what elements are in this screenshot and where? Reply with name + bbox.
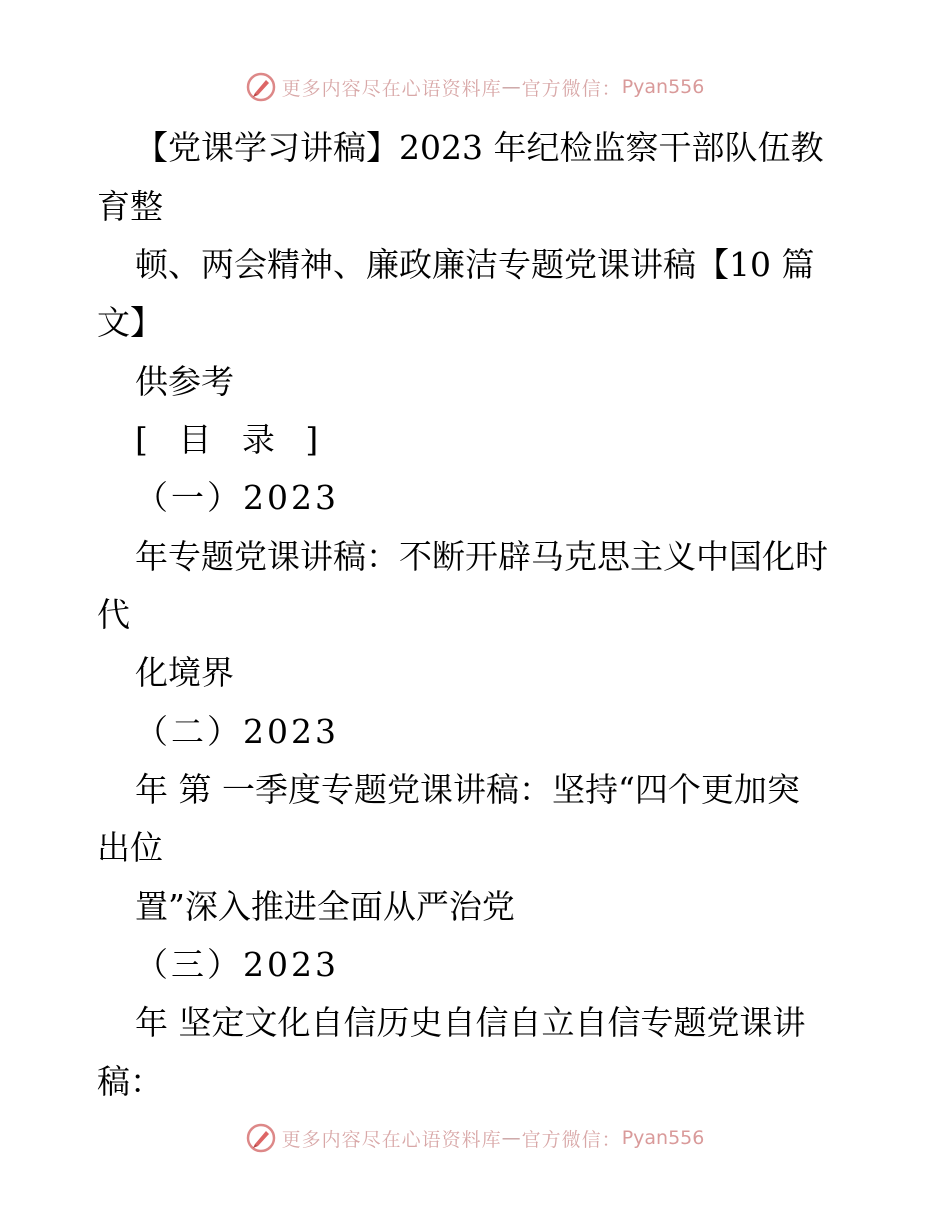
watermark-separator: — — [501, 76, 522, 98]
toc-item-3-line-1: 年 坚定文化自信历史自信自立自信专题党课讲 — [135, 1003, 806, 1042]
title-line-3: 顿、两会精神、廉政廉洁专题党课讲稿【10 篇 — [135, 245, 815, 284]
title-line-4: 文】 — [97, 303, 163, 342]
title-line-2: 育整 — [97, 187, 163, 226]
toc-item-2-line-2: 出位 — [97, 828, 163, 867]
toc-item-2-line-3: 置”深入推进全面从严治党 — [135, 887, 515, 926]
toc-item-3-number: （三）2023 — [135, 945, 339, 984]
toc-item-1-number: （一）2023 — [135, 478, 339, 517]
toc-item-1-line-3: 化境界 — [135, 653, 234, 692]
watermark-wechat-id: Pyan556 — [621, 1127, 705, 1149]
toc-heading: [ 目 录 ] — [135, 420, 329, 459]
watermark-separator: — — [501, 1127, 522, 1149]
toc-item-1-line-2: 代 — [97, 595, 130, 634]
watermark-site-text: 更多内容尽在心语资料库 — [281, 77, 502, 100]
pen-logo-icon — [246, 72, 276, 102]
reference-note: 供参考 — [135, 362, 234, 401]
toc-item-2-line-1: 年 第 一季度专题党课讲稿：坚持“四个更加突 — [135, 770, 800, 809]
watermark-wechat-id: Pyan556 — [621, 76, 705, 98]
watermark-site-text: 更多内容尽在心语资料库 — [281, 1128, 502, 1151]
watermark-wechat-label: 官方微信： — [521, 77, 622, 100]
toc-item-2-number: （二）2023 — [135, 712, 339, 751]
pen-logo-icon — [246, 1123, 276, 1153]
watermark-header — [0, 72, 950, 102]
watermark-footer — [0, 1123, 950, 1153]
watermark-wechat-label: 官方微信： — [521, 1128, 622, 1151]
toc-item-1-line-1: 年专题党课讲稿：不断开辟马克思主义中国化时 — [135, 537, 828, 576]
toc-item-3-line-2: 稿： — [97, 1062, 163, 1101]
title-line-1: 【党课学习讲稿】2023 年纪检监察干部队伍教 — [135, 128, 824, 167]
